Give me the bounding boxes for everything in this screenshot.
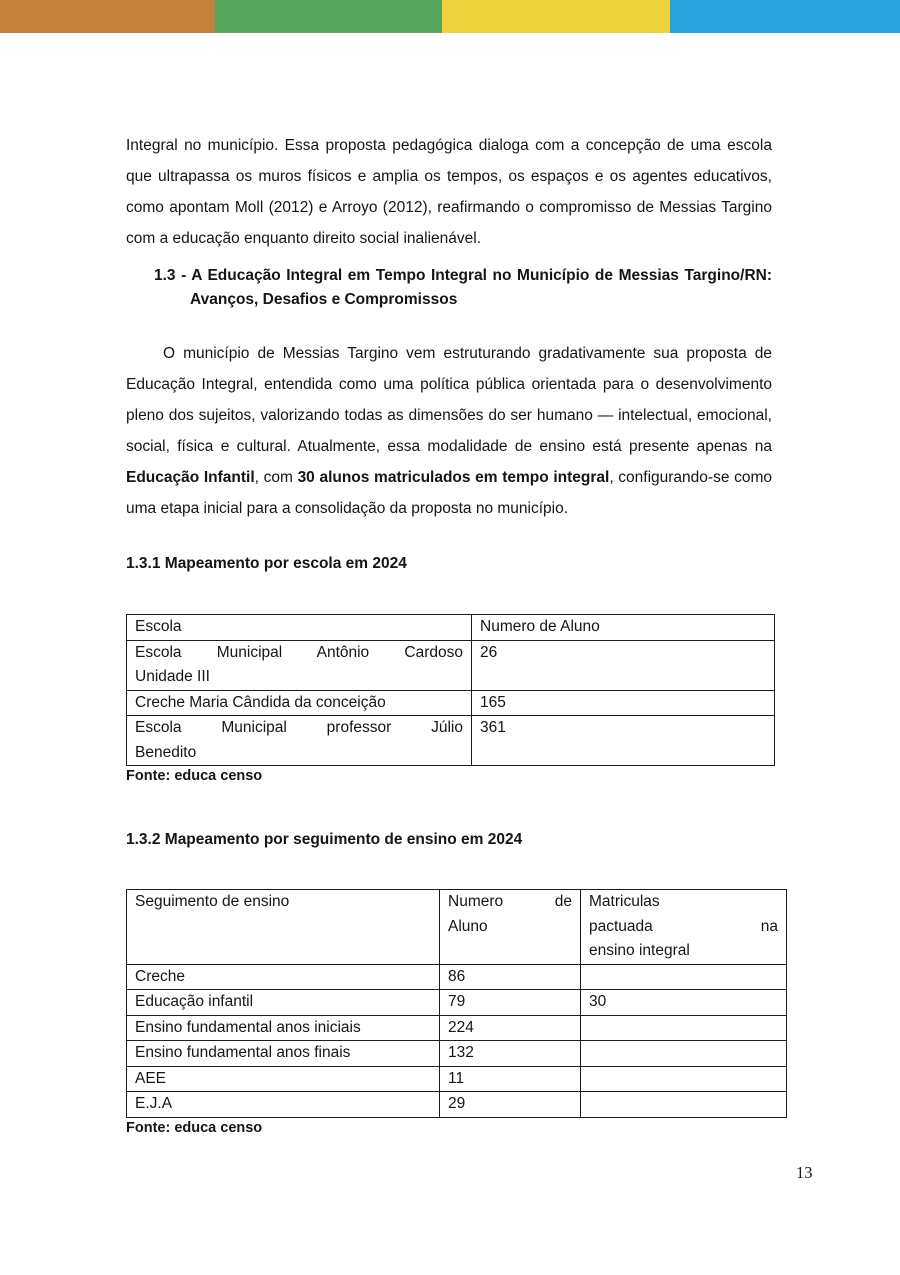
school-name-line: Escola Municipal Antônio Cardoso (135, 643, 463, 661)
section-1-3-1-heading: 1.3.1 Mapeamento por escola em 2024 (126, 555, 407, 572)
segment-cell: E.J.A (127, 1092, 440, 1118)
school-name-line: Unidade III (135, 668, 210, 685)
table-row (127, 690, 775, 716)
table-row (127, 990, 787, 1016)
page-number: 13 (796, 1163, 813, 1182)
intro-paragraph: Integral no município. Essa proposta pedagógica dialoga com a concepção de uma escola que ultrapassa os muros físicos e amplia os tempos, os espaços e os agentes educativos, como apontam Moll (2012) e Arroyo (2012), reafirmando o compromisso de Messias Targino com a educação enquanto direito social inalienável. (126, 137, 772, 247)
table-row (127, 716, 775, 766)
header-line: ensino integral (589, 942, 690, 959)
schools-table (126, 614, 775, 766)
section-1-3-2-heading: 1.3.2 Mapeamento por seguimento de ensino em 2024 (126, 831, 523, 848)
segment-cell: AEE (127, 1066, 440, 1092)
header-line: Seguimento de ensino (135, 893, 290, 910)
table-row (127, 1092, 787, 1118)
segments-table (126, 889, 787, 1118)
segment-cell: Creche (127, 964, 440, 990)
segments-table-header-row (127, 890, 787, 965)
bar-segment-orange (0, 0, 215, 33)
header-line: Aluno (448, 917, 488, 935)
school-name-line: Benedito (135, 743, 197, 761)
school-name-cell (127, 716, 472, 766)
header-line: pactuada na (589, 917, 778, 935)
segment-cell: Ensino fundamental anos iniciais (127, 1015, 440, 1041)
student-count-cell: 86 (440, 964, 581, 990)
student-count-cell: 26 (472, 640, 775, 690)
table-row (127, 1041, 787, 1067)
integral-count-cell (581, 1015, 787, 1041)
table-row (127, 1015, 787, 1041)
integral-count-cell (581, 964, 787, 990)
table-row (127, 1066, 787, 1092)
school-name-line: Creche Maria Cândida da conceição (135, 693, 386, 711)
schools-table-header-row (127, 615, 775, 641)
student-count-cell: 29 (440, 1092, 581, 1118)
segments-table-header-numero (440, 890, 581, 965)
header-line: Numero de (448, 893, 572, 910)
integral-count-cell (581, 1041, 787, 1067)
school-name-cell (127, 640, 472, 690)
student-count-cell: 132 (440, 1041, 581, 1067)
student-count-cell: 165 (472, 690, 775, 716)
paragraph-text-lead: O município de Messias Targino vem estruturando gradativamente sua proposta de Educação Integral, entendida como uma política pública orientada para o desenvolvimento pleno dos sujeitos, valorizando todas as dimensões do ser humano — intelectual, emocional, social, física e cultural. Atualmente, essa modalidade de ensino está presente apenas na (126, 345, 772, 455)
table-row (127, 964, 787, 990)
section-1-3-paragraph (126, 338, 772, 524)
page-content (0, 130, 900, 1136)
schools-table-header-numero: Numero de Aluno (472, 615, 775, 641)
student-count-cell: 79 (440, 990, 581, 1016)
paragraph-bold-30-alunos: 30 alunos matriculados em tempo integral (297, 469, 610, 486)
table-source-caption: Fonte: educa censo (126, 1119, 263, 1136)
integral-count-cell (581, 1092, 787, 1118)
table-row (127, 640, 775, 690)
integral-count-cell: 30 (581, 990, 787, 1016)
header-line: Matriculas (589, 893, 660, 910)
bar-segment-yellow (442, 0, 670, 33)
schools-table-header-escola: Escola (127, 615, 472, 641)
student-count-cell: 361 (472, 716, 775, 766)
paragraph-bold-educacao-infantil: Educação Infantil (126, 469, 255, 486)
student-count-cell: 11 (440, 1066, 581, 1092)
paragraph-text-mid: , com (254, 469, 298, 486)
bar-segment-green (215, 0, 442, 33)
top-color-bar (0, 0, 900, 33)
segment-cell: Ensino fundamental anos finais (127, 1041, 440, 1067)
school-name-line: Escola Municipal professor Júlio (135, 719, 463, 736)
paragraph-text-tail: , configurando-se como uma etapa inicial para a consolidação da proposta no município. (126, 469, 772, 517)
student-count-cell: 224 (440, 1015, 581, 1041)
segments-table-header-seguimento (127, 890, 440, 965)
table-source-caption: Fonte: educa censo (126, 768, 263, 784)
section-1-3-heading: 1.3 - A Educação Integral em Tempo Integral no Município de Messias Targino/RN: Avanços, Desafios e Compromissos (154, 267, 772, 308)
segments-table-header-matriculas (581, 890, 787, 965)
school-name-cell (127, 690, 472, 716)
integral-count-cell (581, 1066, 787, 1092)
segment-cell: Educação infantil (127, 990, 440, 1016)
bar-segment-blue (670, 0, 900, 33)
